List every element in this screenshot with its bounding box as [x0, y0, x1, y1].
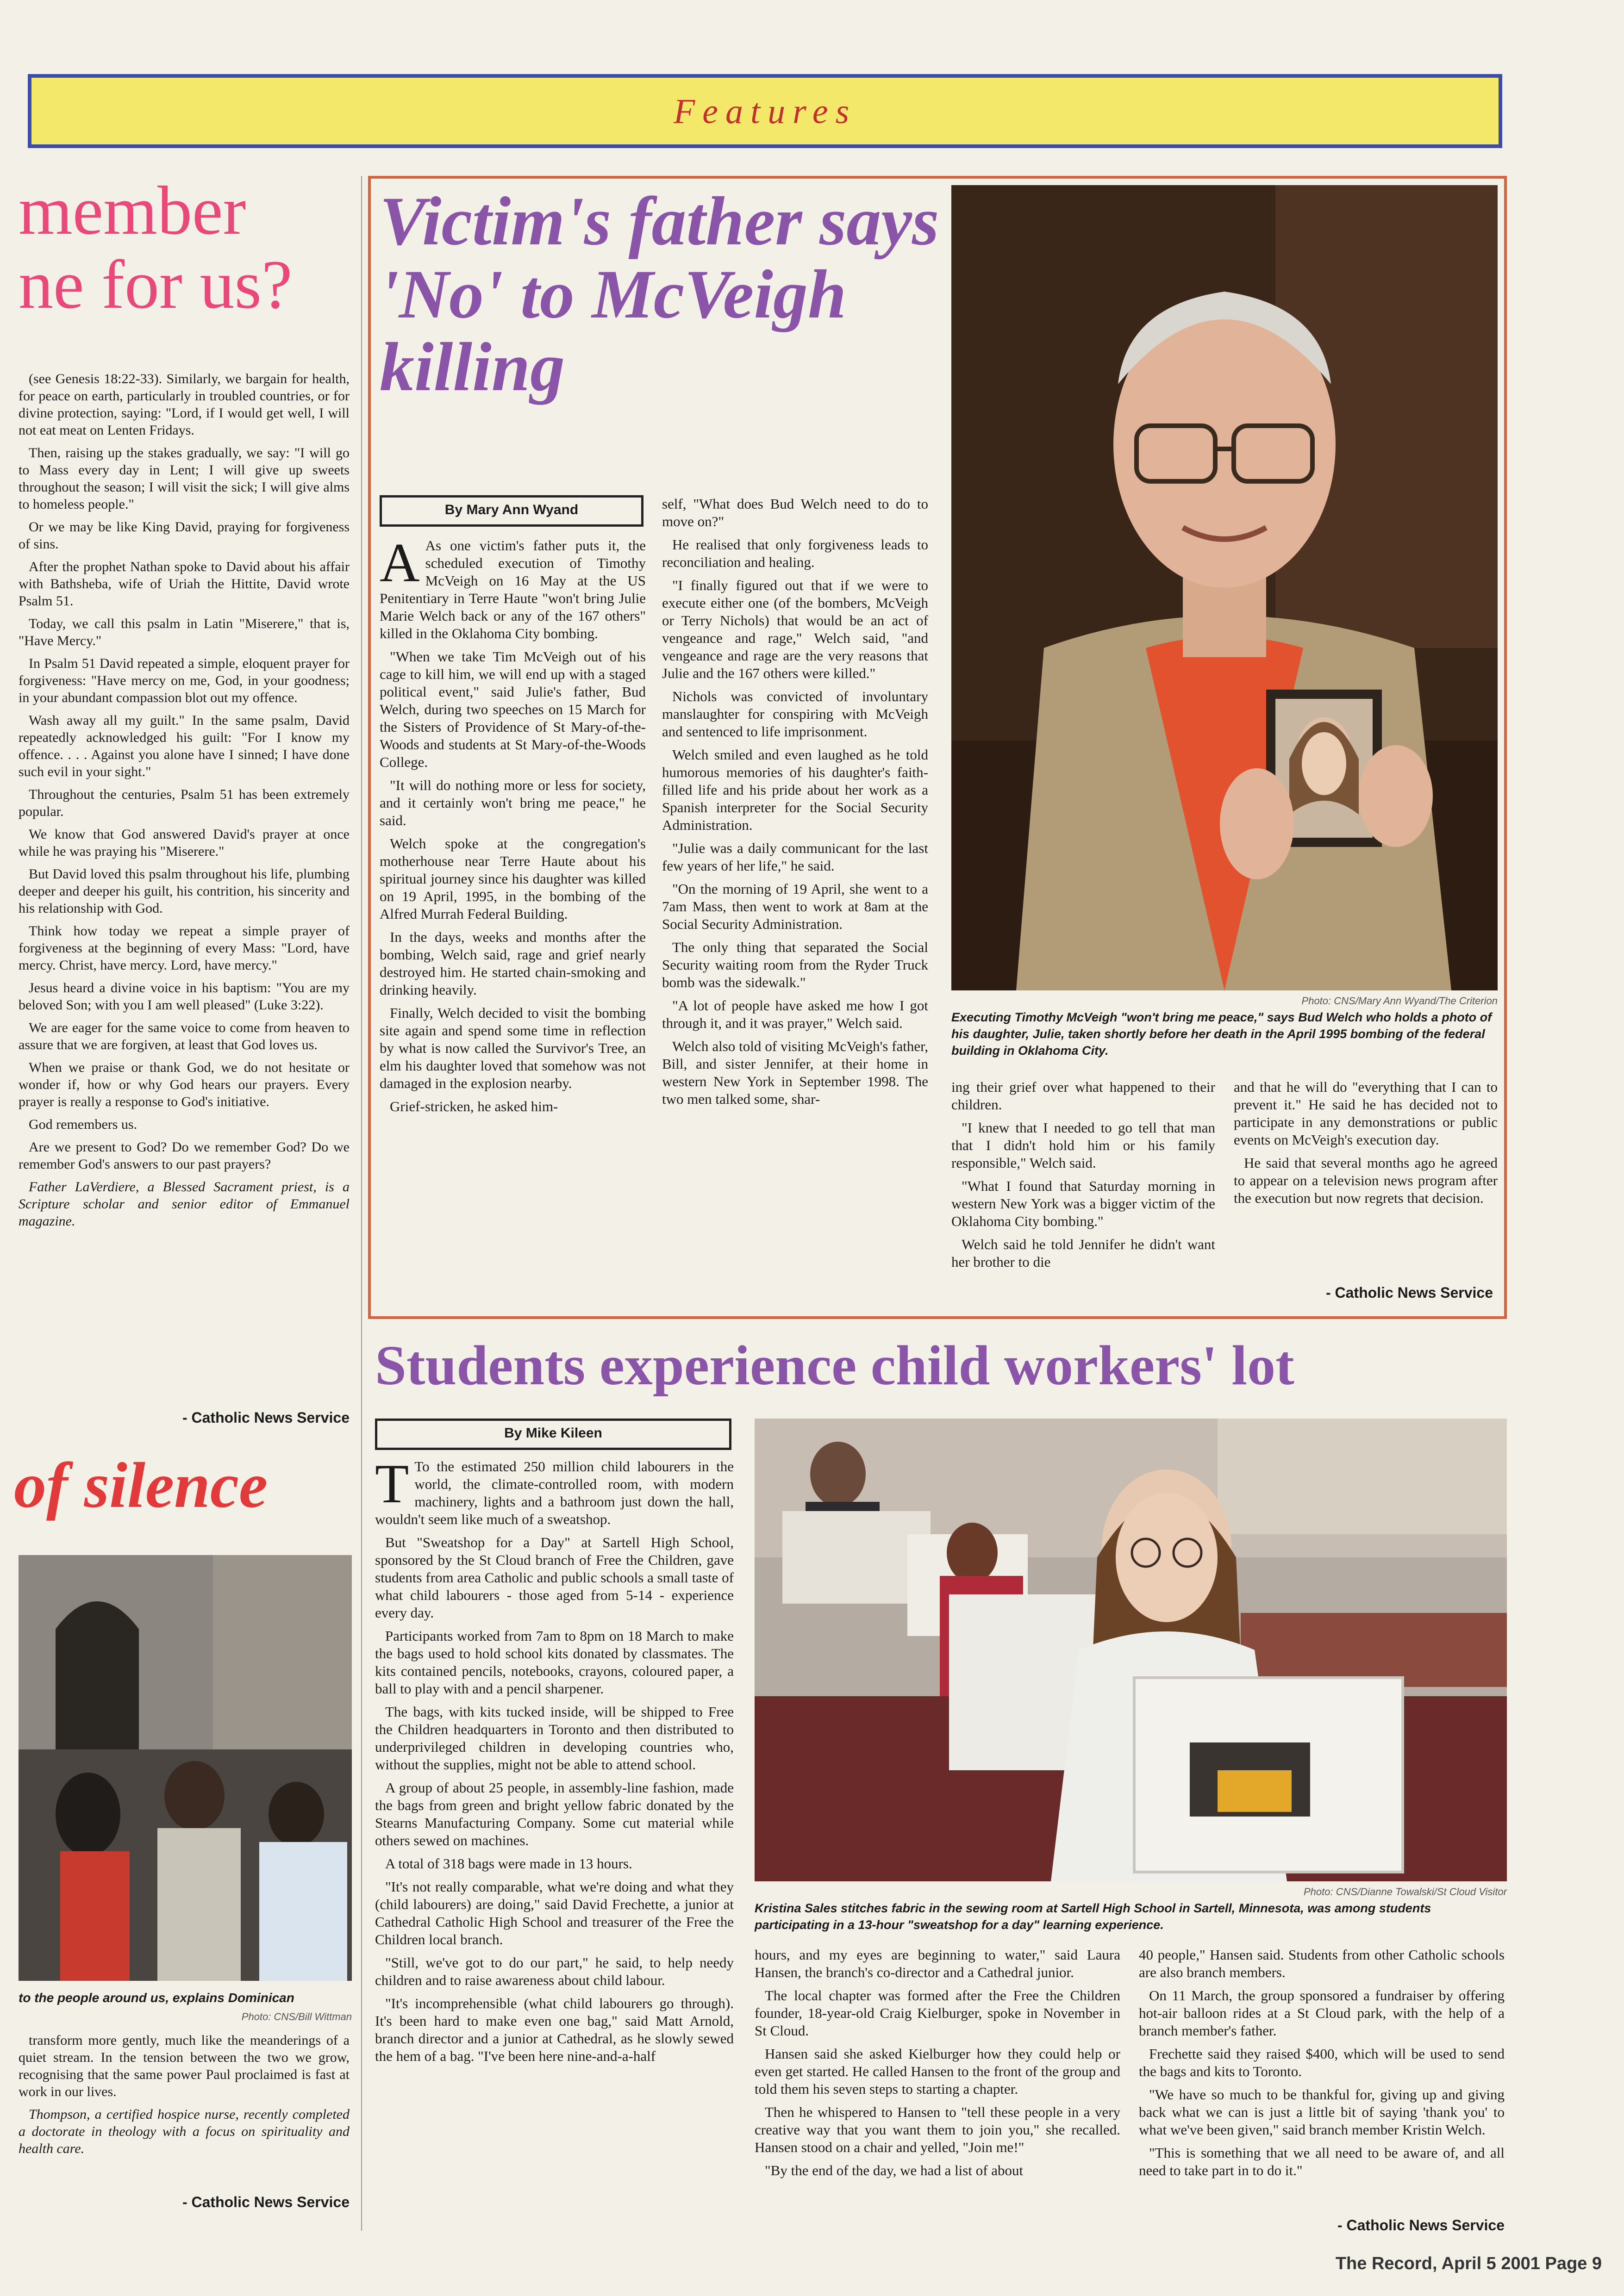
section-header-title: Features	[673, 92, 857, 131]
article1-byline: By Mary Ann Wyand	[380, 495, 643, 527]
article2-photo-caption: Kristina Sales stitches fabric in the sewing room at Sartell High School in Sartell, Minnesota, was among students participating in a 13-hour "sweatshop for a day" learning experience.	[755, 1901, 1431, 1932]
bud-welch-photo	[951, 185, 1498, 990]
article2-byline: By Mike Kileen	[375, 1419, 731, 1450]
article1-photo-caption: Executing Timothy McVeigh "won't bring me peace," says Bud Welch who holds a photo of his daughter, Julie, taken shortly before her death in the April 1995 bombing of the federal building in Oklahoma City.	[951, 1010, 1492, 1058]
sewing-room-photo	[755, 1419, 1507, 1881]
bud-welch-illustration	[951, 185, 1498, 990]
page-footer: The Record, April 5 2001 Page 9	[1335, 2254, 1602, 2273]
column-divider	[361, 176, 362, 2231]
left-bottom-signature: - Catholic News Service	[182, 2194, 350, 2210]
article1-col2: self, "What does Bud Welch need to do to move on?" He realised that only forgiveness leads to reconciliation and healing. "I finally figured out that if we were to execute either one (of the bombers, McVeigh or Terry Nichols) that would be an act of vengeance and rage," Welch said, "and vengeance and rage are the very reasons that Julie and the 167 others were killed." Nichols was convicted of involuntary manslaughter for conspiring with McVeigh and sentenced to life imprisonment. Welch smiled and even laughed as he told humorous memories of his daughter's faith-filled life and his pride about her work as a Spanish interpreter for the Social Security Administration. "Julie was a daily communicant for the last few years of her life," he said. "On the morning of 19 April, she went to a 7am Mass, then went to work at 8am at the Social Security Administration. The only thing that separated the Social Security waiting room from the Ryder Truck bomb was the sidewalk." "A lot of people have asked me how I got through it, and it was prayer," Welch said. Welch also told of visiting McVeigh's father, Bill, and sister Jennifer, at their home in western New York in September 1998. The two men talked some, shar-	[662, 496, 928, 1107]
left-photo-caption: to the people around us, explains Dominican	[19, 1991, 294, 2005]
left-headline-1: member	[19, 172, 246, 249]
article1-photo-credit: Photo: CNS/Mary Ann Wyand/The Criterion	[1301, 995, 1498, 1007]
left-column-body: (see Genesis 18:22-33). Similarly, we bargain for health, for peace on earth, particularly in troubled countries, or for divine protection, saying: "Lord, if I would get well, I will not eat meat on Lenten Fridays. Then, raising up the stakes gradually, we say: "I will go to Mass every day in Lent; I will give up sweets throughout the season; I will visit the sick; I will give alms to homeless people." Or we may be like King David, praying for forgiveness of sins. After the prophet Nathan spoke to David about his affair with Bathsheba, wife of Uriah the Hittite, David wrote Psalm 51. Today, we call this psalm in Latin "Miserere," that is, "Have Mercy." In Psalm 51 David repeated a simple, eloquent prayer for forgiveness: "Have mercy on me, God, in your goodness; in your abundant compassion blot out my offence. Wash away all my guilt." In the same psalm, David repeatedly acknowledged his guilt: "For I know my offence. . . . Against you alone have I sinned; I have done such evil in your sight." Throughout the centuries, Psalm 51 has been extremely popular. We know that God answered David's prayer at once while he was praying his "Miserere." But David loved this psalm throughout his life, plumbing deeper and deeper his guilt, his contrition, his sincerity and his relationship with God. Think how today we repeat a simple prayer of forgiveness at the beginning of every Mass: "Lord, have mercy. Christ, have mercy. Lord, have mercy." Jesus heard a divine voice in his baptism: "You are my beloved Son; with you I am well pleased" (Luke 3:22). We are eager for the same voice to come from heaven to assure that we are forgiven, at least that God loves us. When we praise or thank God, we do not hesitate or wonder if, how or why God hears our prayers. Every prayer is really a response to God's initiative. God remembers us. Are we present to God? Do we remember God? Do we remember God's answers to our past prayers? Father LaVerdiere, a Blessed Sacrament priest, is a Scripture scholar and senior editor of Emmanuel magazine.	[19, 371, 350, 1229]
article2-signature: - Catholic News Service	[1337, 2217, 1505, 2234]
left-headline-3: of silence	[14, 1450, 268, 1521]
left-photo-credit: Photo: CNS/Bill Wittman	[241, 2011, 352, 2022]
left-signature: - Catholic News Service	[182, 1409, 350, 1426]
article2-col1: T To the estimated 250 million child labourers in the world, the climate-controlled room, with modern machinery, lights and a bathroom just down the hall, wouldn't seem like much of a sweatshop. But "Sweatshop for a Day" at Sartell High School, sponsored by the St Cloud branch of Free the Children, gave students from area Catholic and public schools a small taste of what child labourers - those aged from 5-14 - experience every day. Participants worked from 7am to 8pm on 18 March to make the bags used to hold school kits donated by classmates. The kits contained pencils, notebooks, crayons, coloured paper, a ball to play with and a pencil sharpener. The bags, with kits tucked inside, will be shipped to Free the Children headquarters in Toronto and then distributed to underprivileged children in developing countries who, without the supplies, might not be able to attend school. A group of about 25 people, in assembly-line fashion, made the bags from green and bright yellow fabric donated by the Stearns Manufacturing Company. Some cut material while others sewed on machines. A total of 318 bags were made in 13 hours. "It's not really comparable, what we're doing and what they (child labourers) are doing," said David Frechette, a junior at Cathedral Catholic High School and treasurer of the Free the Children local branch. "Still, we've got to do our part," he said, to help needy children and to raise awareness about child labour. "It's incomprehensible (what child labourers go through). It's been hard to make even one bag," said Matt Arnold, branch director and a junior at Cathedral, as he slowly sewed the hem of a bag. "I've been here nine-and-a-half	[375, 1458, 734, 2064]
left-bottom-body: transform more gently, much like the meanderings of a quiet stream. In the tension between the two we grow, recognising that the same power Paul proclaimed is fast at work in our lives. Thompson, a certified hospice nurse, recently completed a doctorate in theology with a focus on spirituality and health care.	[19, 2033, 350, 2156]
sewing-room-illustration	[755, 1419, 1507, 1881]
article1-col4: and that he will do "everything that I can to prevent it." He said he has decided not to participate in any demonstrations or public events on McVeigh's execution day. He said that several months ago he agreed to appear on a television news program after the execution but now regrets that decision.	[1234, 1079, 1498, 1206]
article2-headline: Students experience child workers' lot	[375, 1334, 1294, 1397]
article1-signature: - Catholic News Service	[1325, 1284, 1493, 1301]
article2-col3: 40 people," Hansen said. Students from other Catholic schools are also branch members. On 11 March, the group sponsored a fundraiser by offering hot-air balloon rides at a St Cloud park, with the help of a branch member's father. Frechette said they raised $400, which will be used to send the bags and kits to Toronto. "We have so much to be thankful for, giving up and giving back what we can is just a little bit of saying 'thank you' to what we've been given," said branch member Kristin Welch. "This is something that we all need to be aware of, and all need to take part in to do it."	[1139, 1947, 1505, 2178]
left-author-note: Father LaVerdiere, a Blessed Sacrament priest, is a Scripture scholar and senior editor of Emmanuel magazine.	[19, 1179, 350, 1229]
article1-headline: Victim's father says 'No' to McVeigh killing	[380, 183, 939, 405]
left-headline-2: ne for us?	[19, 246, 293, 323]
article1-col3: ing their grief over what happened to their children. "I knew that I needed to go tell that man that I didn't hold him or his family responsible," Welch said. "What I found that Saturday morning in western New York was a bigger victim of the Oklahoma City bombing." Welch said he told Jennifer he didn't want her brother to die	[951, 1079, 1215, 1270]
church-crowd-illustration	[19, 1555, 352, 1981]
article2-photo-credit: Photo: CNS/Dianne Towalski/St Cloud Visitor	[1304, 1886, 1507, 1898]
left-bottom-author-note: Thompson, a certified hospice nurse, recently completed a doctorate in theology with a focus on spirituality and health care.	[19, 2107, 350, 2156]
article1-col1: A As one victim's father puts it, the scheduled execution of Timothy McVeigh on 16 May at the US Penitentiary in Terre Haute "won't bring Julie Marie Welch back or any of the 167 others" killed in the Oklahoma City bombing. "When we take Tim McVeigh out of his cage to kill him, we will end up with a staged political event," said Julie's father, Bud Welch, during two speeches on 15 March for the Sisters of Providence of St Mary-of-the-Woods and students at St Mary-of-the-Woods College. "It will do nothing more or less for society, and it certainly won't bring me peace," he said. Welch spoke at the congregation's motherhouse near Terre Haute about his spiritual journey since his daughter was killed on 19 April, 1995, in the bombing of the Alfred Murrah Federal Building. In the days, weeks and months after the bombing, Welch said, rage and grief nearly destroyed him. He started chain-smoking and drinking heavily. Finally, Welch decided to visit the bombing site again and spend some time in reflection by what is now called the Survivor's Tree, an elm his daughter loved that somehow was not damaged in the explosion nearby. Grief-stricken, he asked him-	[380, 537, 646, 1114]
church-crowd-photo	[19, 1555, 352, 1981]
article2-col2: hours, and my eyes are beginning to water," said Laura Hansen, the branch's co-director and a Cathedral junior. The local chapter was formed after the Free the Children founder, 18-year-old Craig Kielburger, spoke in November in St Cloud. Hansen said she asked Kielburger how they could help or even get started. He called Hansen to the front of the group and told them his seven steps to starting a chapter. Then he whispered to Hansen to "tell these people in a very creative way that you want them to join you," she recalled. Hansen stood on a chair and yelled, "Join me!" "By the end of the day, we had a list of about	[755, 1947, 1120, 2178]
section-header-bar	[28, 74, 1502, 148]
